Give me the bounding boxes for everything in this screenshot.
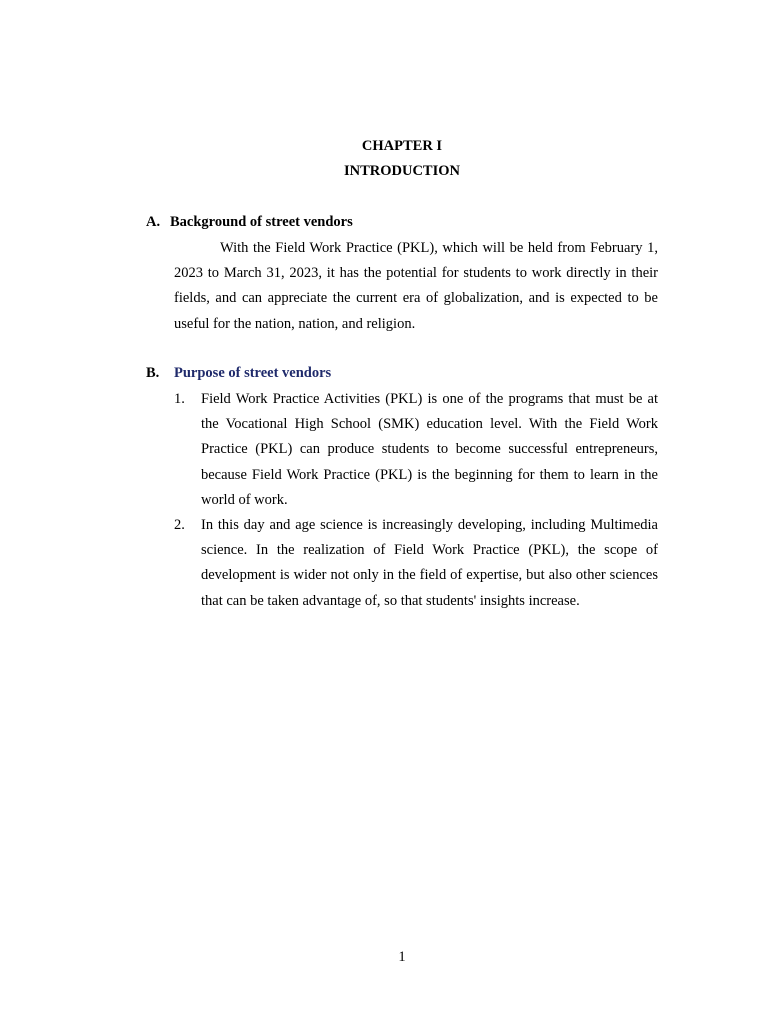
section-title: Purpose of street vendors <box>174 365 332 381</box>
chapter-number: CHAPTER I <box>361 138 443 154</box>
list-item <box>174 387 658 513</box>
list-item-number: 1. <box>174 391 185 407</box>
purpose-list <box>174 387 658 614</box>
section-heading-background <box>146 212 353 232</box>
section-letter: A. <box>146 214 161 230</box>
chapter-title: INTRODUCTION <box>343 163 460 179</box>
list-item-text: In this day and age science is increasingly developing, including Multimedia science. In the realization of Field Work Practice (PKL), the scope of development is wider not only in the field of expertise, but also other sciences that can be taken advantage of, so that students' insights increase. <box>201 517 658 609</box>
list-item <box>174 513 658 614</box>
list-item-text: Field Work Practice Activities (PKL) is one of the programs that must be at the Vocational High School (SMK) education level. With the Field Work Practice (PKL) can produce students to become successful entrepreneurs, because Field Work Practice (PKL) is the beginning for them to learn in the world of work. <box>201 391 658 508</box>
background-paragraph: With the Field Work Practice (PKL), which will be held from February 1, 2023 to March 31, 2023, it has the potential for students to work directly in their fields, and can appreciate the current era of globalization, and is expected to be useful for the nation, nation, and religion. <box>174 240 658 332</box>
section-letter: B. <box>146 365 160 381</box>
section-heading-purpose <box>146 363 331 383</box>
section-title: Background of street vendors <box>170 214 353 230</box>
page-number: 1 <box>398 949 406 965</box>
list-item-number: 2. <box>174 517 185 534</box>
